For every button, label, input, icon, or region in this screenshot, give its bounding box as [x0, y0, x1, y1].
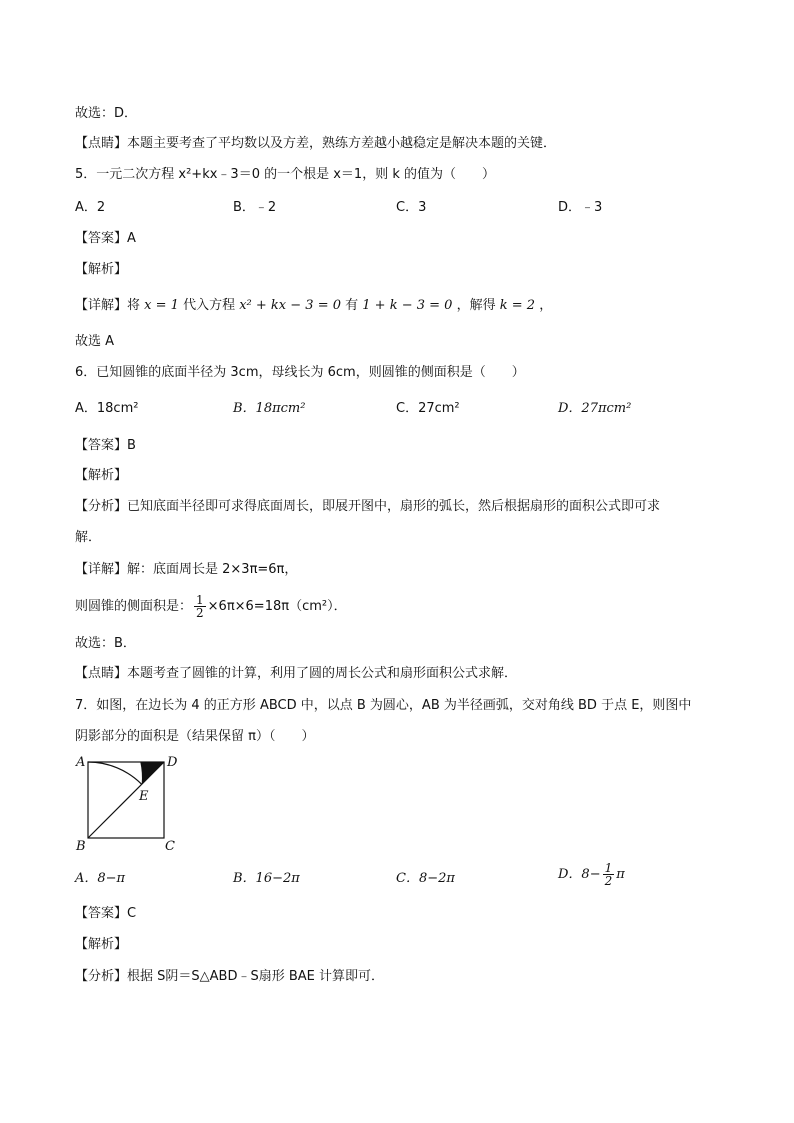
q5-option-a: A．2 — [75, 200, 106, 215]
analysis-6: 【解析】 — [75, 468, 128, 483]
q7-option-b: B．16−2π — [233, 871, 300, 886]
detail-5-math-3: 1 + k − 3 = 0 — [362, 298, 453, 313]
analysis-7-text: 【分析】根据 S阴＝S△ABD﹣S扇形 BAE 计算即可． — [75, 969, 384, 984]
fraction-denominator: 2 — [196, 606, 204, 620]
fraction-half — [194, 594, 206, 619]
detail-5-prefix: 【详解】将 — [75, 298, 141, 313]
diagonal-bd — [88, 762, 164, 838]
fraction-numerator: 1 — [196, 593, 204, 607]
choice-5: 故选 A — [75, 334, 115, 349]
analysis-7: 【解析】 — [75, 937, 128, 952]
q6-option-d: D．27πcm² — [558, 401, 632, 416]
q7-fraction-denominator: 2 — [604, 874, 613, 888]
question-7-line-1: 7．如图，在边长为 4 的正方形 ABCD 中，以点 B 为圆心，AB 为半径画弧，交对角线 BD 于点 E，则图中 — [75, 698, 692, 713]
choice-6: 故选：B． — [75, 636, 136, 651]
q5-option-b: B．﹣2 — [233, 200, 277, 215]
detail-5-text-3: ，解得 — [456, 298, 496, 313]
q6-option-c: C．27cm² — [396, 401, 460, 416]
detail-5 — [75, 297, 552, 315]
q7-option-c: C．8−2π — [396, 871, 455, 886]
detail-5-text-2: 有 — [345, 298, 359, 313]
question-6: 6．已知圆锥的底面半径为 3cm，母线长为 6cm，则圆锥的侧面积是（ ） — [75, 365, 525, 380]
comment-4: 【点睛】本题主要考查了平均数以及方差，熟练方差越小越稳定是解决本题的关键． — [75, 136, 557, 151]
side-area-6 — [75, 594, 347, 619]
analysis-6-text-2: 解． — [75, 530, 102, 545]
side-area-prefix: 则圆锥的侧面积是： — [75, 599, 193, 614]
q7-option-a: A．8−π — [75, 871, 126, 886]
detail-5-end: ， — [539, 298, 553, 313]
question-5: 5．一元二次方程 x²+kx﹣3＝0 的一个根是 x＝1，则 k 的值为（ ） — [75, 167, 495, 182]
q7-option-d-fraction — [603, 862, 615, 887]
answer-7: 【答案】C — [75, 906, 137, 921]
detail-5-math-4: k = 2 — [499, 298, 536, 313]
question-7-line-2: 阴影部分的面积是（结果保留 π）（ ） — [75, 729, 315, 744]
label-a: A — [76, 755, 86, 770]
q6-option-b: B．18πcm² — [233, 401, 306, 416]
q5-option-d: D．﹣3 — [558, 200, 603, 215]
label-d: D — [167, 755, 178, 770]
square-figure — [68, 752, 188, 860]
answer-6: 【答案】B — [75, 438, 136, 453]
answer-choice-4: 故选：D． — [75, 106, 138, 121]
arc-ae — [88, 762, 142, 784]
analysis-5: 【解析】 — [75, 262, 128, 277]
detail-5-text-1: 代入方程 — [183, 298, 236, 313]
q7-option-d — [558, 862, 625, 887]
detail-6: 【详解】解：底面周长是 2×3π=6π， — [75, 562, 298, 577]
q5-option-c: C．3 — [396, 200, 427, 215]
analysis-6-text-1: 【分析】已知底面半径即可求得底面周长，即展开图中，扇形的弧长，然后根据扇形的面积公式即可求 — [75, 499, 661, 514]
label-c: C — [165, 839, 175, 854]
side-area-suffix: ×6π×6=18π（cm²）． — [207, 599, 347, 614]
q6-option-a: A．18cm² — [75, 401, 139, 416]
detail-5-math-2: x² + kx − 3 = 0 — [239, 298, 341, 313]
label-e: E — [139, 789, 149, 804]
detail-5-math-1: x = 1 — [144, 298, 179, 313]
comment-6: 【点睛】本题考查了圆锥的计算，利用了圆的周长公式和扇形面积公式求解． — [75, 666, 518, 681]
q7-option-d-suffix: π — [616, 867, 625, 882]
answer-5: 【答案】A — [75, 231, 136, 246]
q7-option-d-prefix: D．8− — [558, 867, 601, 882]
label-b: B — [76, 839, 86, 854]
q7-fraction-numerator: 1 — [604, 861, 613, 875]
